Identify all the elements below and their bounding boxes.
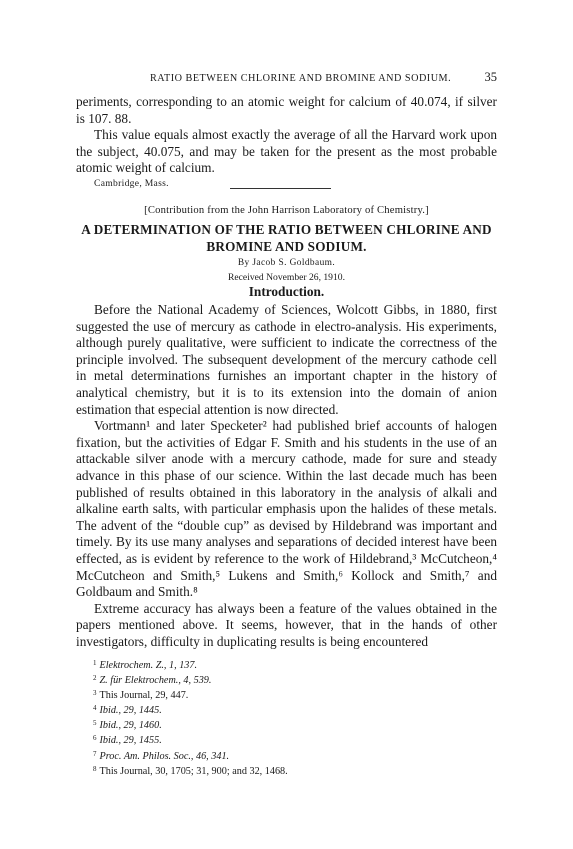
article-title <box>76 222 497 255</box>
footnote <box>93 687 493 702</box>
author-location: Cambridge, Mass. <box>94 177 169 189</box>
footnote-marker: 3 <box>93 689 97 698</box>
footnote <box>93 717 493 732</box>
article-body <box>76 302 497 650</box>
body-paragraph: Extreme accuracy has always been a feature of the values obtained in the papers mentioned above. It seems, however, that in the hands of other investigators, difficulty in duplicating results is being encountered <box>76 600 497 649</box>
footnote-text: Ibid., 29, 1460. <box>99 720 162 732</box>
contribution-note: [Contribution from the John Harrison Laboratory of Chemistry.] <box>144 205 429 216</box>
author-byline: By Jacob S. Goldbaum. <box>237 258 336 268</box>
footnote-marker: 4 <box>93 704 97 713</box>
footnote <box>93 763 493 778</box>
footnote-text: Ibid., 29, 1445. <box>99 705 162 717</box>
body-paragraph: Vortmann¹ and later Specketer² had published brief accounts of halogen fixation, but the activities of Edgar F. Smith and his students in the use of an attackable silver anode with a mercury cathode, made for sure and steady advance in this phase of our science. Within the last decade much has been published of results obtained in this laboratory in the analysis of alkali and alkaline earth salts, with particular emphasis upon the halides of these metals. The advent of the “double cup” as devised by Hildebrand was important and timely. By its use many analyses and separations of decided interest have been effected, as is evident by reference to the work of Hildebrand,³ McCutcheon,⁴ McCutcheon and Smith,⁵ Lukens and Smith,⁶ Kollock and Smith,⁷ and Goldbaum and Smith.⁸ <box>76 418 497 600</box>
footnotes <box>93 657 493 778</box>
continued-paragraph: periments, corresponding to an atomic weight for calcium of 40.074, if silver is 107. 88. <box>76 94 497 126</box>
received-date: Received November 26, 1910. <box>228 272 345 283</box>
page-number: 35 <box>484 70 497 84</box>
footnote-text: This Journal, 29, 447. <box>99 690 189 702</box>
footnote <box>93 748 493 763</box>
footnote-marker: 6 <box>93 734 97 743</box>
section-divider <box>230 188 331 189</box>
footnote-marker: 1 <box>93 659 97 667</box>
footnote-marker: 2 <box>93 674 97 683</box>
conclusion-paragraph: This value equals almost exactly the average of all the Harvard work upon the subject, 40.075, and may be taken for the present as the most probable atomic weight of calcium. <box>76 127 497 176</box>
footnote-text: Ibid., 29, 1455. <box>99 735 162 747</box>
footnote-marker: 8 <box>93 764 97 773</box>
footnote-text: Proc. Am. Philos. Soc., 46, 341. <box>99 750 230 762</box>
footnote-text: This Journal, 30, 1705; 31, 900; and 32, 1468. <box>99 765 288 777</box>
footnote <box>93 732 493 747</box>
footnote-marker: 7 <box>93 749 97 758</box>
article-title-line-2: BROMINE AND SODIUM. <box>206 238 367 254</box>
body-paragraph: Before the National Academy of Sciences, Wolcott Gibbs, in 1880, first suggested the use of mercury as cathode in electro-analysis. His experiments, although purely qualitative, were sufficient to indicate the correctness of the principle involved. The subsequent development of the mercury cathode cell in metal determinations furnishes an important chapter in the history of analytical chemistry, but it is to its extension into the domain of anion estimation that especial attention is now directed. <box>76 302 497 417</box>
footnote-text: Z. für Elektrochem., 4, 539. <box>99 675 212 687</box>
footnote-text: Elektrochem. Z., 1, 137. <box>99 660 198 671</box>
footnote <box>93 702 493 717</box>
footnote <box>93 672 493 687</box>
article-title-line-1: A DETERMINATION OF THE RATIO BETWEEN CHLORINE AND <box>81 222 492 237</box>
section-heading: Introduction. <box>248 284 325 299</box>
running-header <box>95 70 497 85</box>
footnote-marker: 5 <box>93 719 97 728</box>
footnote <box>93 657 493 672</box>
previous-article-ending <box>76 94 497 189</box>
running-title: RATIO BETWEEN CHLORINE AND BROMINE AND SODIUM. <box>150 73 452 84</box>
